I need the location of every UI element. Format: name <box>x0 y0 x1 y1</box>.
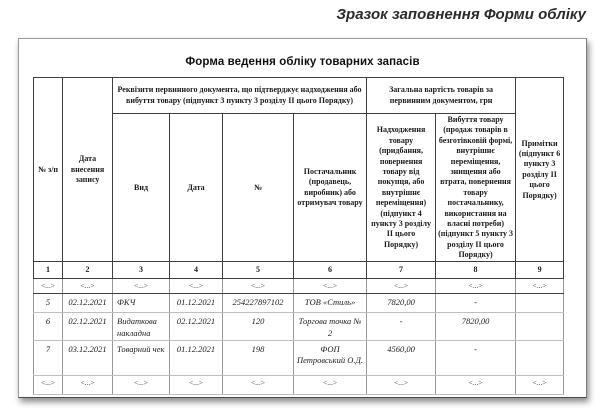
column-number: 5 <box>223 262 294 279</box>
table-cell: - <box>436 340 516 375</box>
table-cell: 6 <box>34 313 63 340</box>
table-cell: <...> <box>367 375 436 394</box>
table-cell: - <box>367 313 436 340</box>
table-cell: <...> <box>516 279 564 294</box>
table-cell: 120 <box>223 313 294 340</box>
table-cell: <...> <box>367 279 436 294</box>
table-row-5 <box>34 294 564 313</box>
header-cell-notes: Примітки (підпункт 6 пункту 3 розділу II цього Порядку) <box>516 78 564 262</box>
form-card <box>18 38 587 398</box>
header-cell-outflow: Вибуття товару (продаж товарів в безготівковій формі, внутрішнє переміщення, знищення або втрата, повернення товару постачальнику, використання на власні потреби) (підпункт 5 пункту 3 розділу II цього Порядку) <box>436 114 516 262</box>
column-number: 4 <box>170 262 223 279</box>
table-cell: 5 <box>34 294 63 313</box>
table-cell: ФКЧ <box>113 294 170 313</box>
table-cell: Торгова точка № 2 <box>294 313 367 340</box>
header-cell-kind: Вид <box>113 114 170 262</box>
table-cell: <...> <box>113 375 170 394</box>
table-cell: Товарний чек <box>113 340 170 375</box>
table-cell: <...> <box>34 279 63 294</box>
header-cell-receipt: Надходження товару (придбання, повернення товару від покупця, або внутрішнє переміщення) (підпункт 4 пункту 3 розділу II цього Порядку) <box>367 114 436 262</box>
table-cell: <...> <box>294 375 367 394</box>
table-cell: 03.12.2021 <box>63 340 113 375</box>
table-cell: <...> <box>170 375 223 394</box>
table-cell: - <box>436 294 516 313</box>
table-cell: 198 <box>223 340 294 375</box>
column-number: 3 <box>113 262 170 279</box>
table-cell: <...> <box>63 279 113 294</box>
table-cell: <...> <box>223 279 294 294</box>
column-number: 2 <box>63 262 113 279</box>
column-number: 9 <box>516 262 564 279</box>
table-cell: 7820,00 <box>367 294 436 313</box>
table-cell: 01.12.2021 <box>170 294 223 313</box>
table-cell: 02.12.2021 <box>63 313 113 340</box>
column-number-row <box>34 262 564 279</box>
table-cell: 254227897102 <box>223 294 294 313</box>
table-cell: 01.12.2021 <box>170 340 223 375</box>
header-cell-doc-date: Дата <box>170 114 223 262</box>
table-cell: <...> <box>63 375 113 394</box>
table-cell: 02.12.2021 <box>170 313 223 340</box>
table-cell: <...> <box>294 279 367 294</box>
table-cell: <...> <box>516 375 564 394</box>
column-number: 8 <box>436 262 516 279</box>
table-cell: ТОВ «Стиль» <box>294 294 367 313</box>
table-cell <box>516 340 564 375</box>
table-row-6 <box>34 313 564 340</box>
table-cell: Видаткова накладна <box>113 313 170 340</box>
table-row-placeholder-top <box>34 279 564 294</box>
header-group-total: Загальна вартість товарів за первинним документом, грн <box>367 78 516 114</box>
header-cell-supplier: Постачальник (продавець, виробник) або отримувач товару <box>294 114 367 262</box>
header-row-groups <box>34 78 564 114</box>
table-cell: <...> <box>170 279 223 294</box>
table-row-7 <box>34 340 564 375</box>
header-cell-doc-number: № <box>223 114 294 262</box>
inventory-table <box>33 77 564 395</box>
header-group-requisites: Реквізити первинного документа, що підтверджує надходження або вибуття товару (підпункт 3 пункту 3 розділу II цього Порядку) <box>113 78 367 114</box>
table-cell: <...> <box>113 279 170 294</box>
table-cell: <...> <box>223 375 294 394</box>
table-cell <box>516 294 564 313</box>
table-cell: 4560,00 <box>367 340 436 375</box>
table-cell: <...> <box>34 375 63 394</box>
table-cell: <...> <box>436 279 516 294</box>
table-cell: 7820,00 <box>436 313 516 340</box>
table-row-placeholder-bottom <box>34 375 564 394</box>
column-number: 1 <box>34 262 63 279</box>
table-cell: <...> <box>436 375 516 394</box>
table-cell: 7 <box>34 340 63 375</box>
table-cell: 02.12.2021 <box>63 294 113 313</box>
column-number: 7 <box>367 262 436 279</box>
header-cell-no: № з/п <box>34 78 63 262</box>
header-row-columns <box>34 114 564 262</box>
column-number: 6 <box>294 262 367 279</box>
form-title: Форма ведення обліку товарних запасів <box>185 56 420 68</box>
header-cell-entry-date: Дата внесення запису <box>63 78 113 262</box>
table-cell <box>516 313 564 340</box>
table-cell: ФОП Петровський О.Д. <box>294 340 367 375</box>
page-title: Зразок заповнення Форми обліку <box>336 6 586 23</box>
